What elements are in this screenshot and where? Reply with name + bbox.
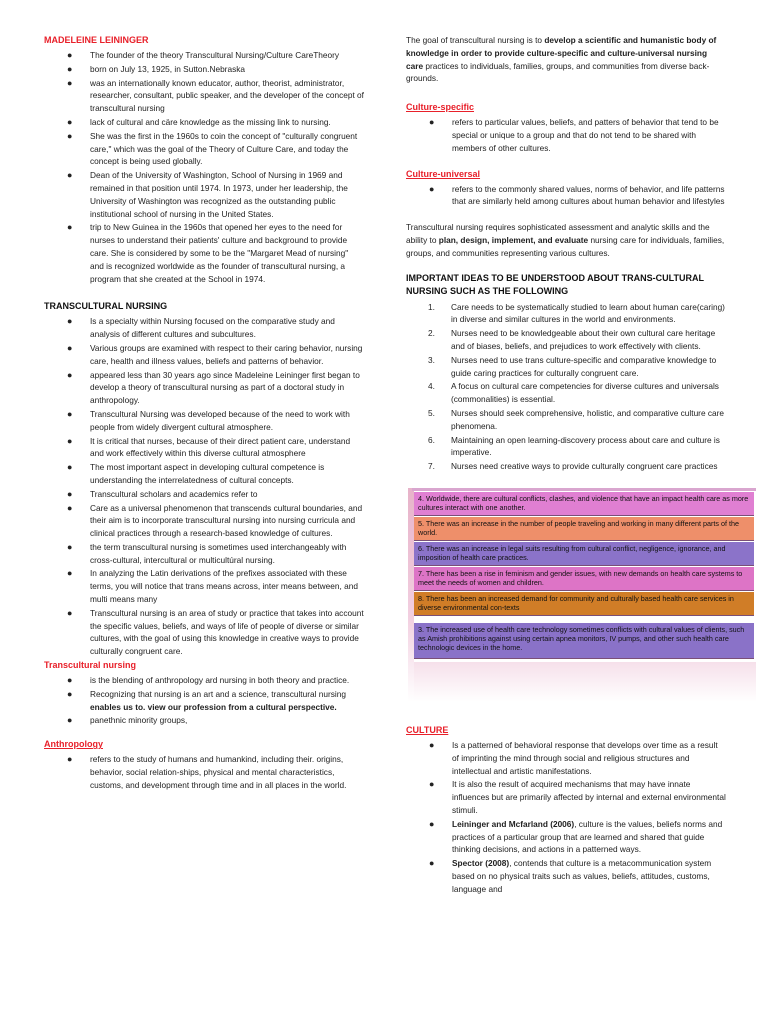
transcultural-nursing-sub-list xyxy=(44,674,364,727)
leininger-heading: MADELEINE LEININGER xyxy=(44,35,149,45)
list-item: ● Transcultural Nursing was developed because of the need to work with people from widely divergent cultural atmosphere. xyxy=(67,408,350,432)
list-item: ● the term transcultural nursing is sometimes used interchangeably with cross-cultural, intercultural or multicultúral nursing. xyxy=(67,541,347,565)
list-item: ● is the blending of anthropology ard nursing in both theory and practice. xyxy=(67,675,350,686)
bullet-icon: ● xyxy=(67,342,73,353)
list-item: ● was an internationally known educator, author, theorist, administrator, researcher, consultant, public speaker, and the developer of the concept of transcultural nursing xyxy=(67,77,364,114)
bullet-icon: ● xyxy=(67,77,73,88)
figure-row: 6. There was an increase in legal suits resulting from cultural conflict, negligence, ignorance, and imposition of health care practices. xyxy=(414,542,754,566)
requirements-paragraph: Transcultural nursing requires sophisticated assessment and analytic skills and the ability to plan, design, implement, and evaluate nursing care for individuals, families, groups, and communities representing various cultures. xyxy=(406,222,725,258)
bullet-icon: ● xyxy=(67,435,73,446)
bullet-icon: ● xyxy=(67,607,73,618)
list-item: ● She was the first in the 1960s to coin the concept of "culturally congruent care," which was the goal of the Theory of Culture Care, and today the concept is being used globally. xyxy=(67,130,358,167)
bullet-icon: ● xyxy=(67,50,73,60)
list-number: 4. xyxy=(428,381,435,392)
list-item: ● The founder of the theory Transcultural Nursing/Culture CareTheory xyxy=(67,50,340,60)
list-item: ● Leininger and Mcfarland (2006), culture is the values, beliefs norms and practices of a particular group that are learned and shared that guide thinking decisions, and actions in a patterned ways. xyxy=(429,818,723,855)
bullet-icon: ● xyxy=(67,316,73,327)
list-item: 2. Nurses need to be knowledgeable about their own cultural care heritage and of biases, beliefs, and prejudices to work effectively with clients. xyxy=(428,328,716,351)
bullet-icon: ● xyxy=(67,462,73,473)
bullet-icon: ● xyxy=(67,502,73,513)
bullet-icon: ● xyxy=(429,779,435,790)
list-item: 4. A focus on cultural care competencies for diverse cultures and universals (commonalities) is essential. xyxy=(428,381,719,405)
figure-row: 5. There was an increase in the number of people traveling and working in many different parts of the world. xyxy=(414,517,754,541)
bullet-icon: ● xyxy=(67,675,73,686)
important-ideas-list xyxy=(406,301,726,473)
list-number: 7. xyxy=(428,461,435,472)
bullet-icon: ● xyxy=(67,541,73,552)
culture-specific-heading: Culture-specific xyxy=(406,102,475,113)
list-item: ● Is a patterned of behavioral response that develops over time as a result of imprinting the mind through social and religious structures and intellectual and artistic manifestations. xyxy=(429,739,718,776)
bullet-icon: ● xyxy=(67,222,73,233)
bullet-icon: ● xyxy=(429,818,435,829)
list-number: 1. xyxy=(428,301,435,312)
list-item: ● born on July 13, 1925, in Sutton.Nebraska xyxy=(67,63,245,74)
goal-paragraph: The goal of transcultural nursing is to develop a scientific and humanistic body of knowledge in order to provide culture-specific and culture-universal nursing care practices to individuals, families, groups, and communities from diverse back-grounds. xyxy=(406,35,717,84)
bullet-icon: ● xyxy=(67,63,73,74)
right-column xyxy=(406,34,749,896)
anthropology-list xyxy=(44,753,364,791)
bullet-icon: ● xyxy=(67,116,73,127)
figure-row: 3. The increased use of health care technology sometimes conflicts with cultural values of clients, such as Amish prohibitions against using certain apnea monitors, IV pumps, and other such health care technologic devices in the home. xyxy=(414,623,754,659)
culture-heading: CULTURE xyxy=(406,724,449,735)
transcultural-nursing-heading: TRANSCULTURAL NURSING xyxy=(44,301,168,312)
important-ideas-heading: IMPORTANT IDEAS TO BE UNDERSTOOD ABOUT TRANS-CULTURAL NURSING SUCH AS THE FOLLOWING xyxy=(406,272,704,296)
bullet-icon: ● xyxy=(67,408,73,419)
list-number: 5. xyxy=(428,407,435,418)
culture-specific-list xyxy=(406,116,726,154)
list-item: ● Spector (2008), contends that culture is a metacommunication system based on no physical traits such as values, beliefs, attitudes, customs, language and xyxy=(429,858,712,894)
bullet-icon: ● xyxy=(67,568,73,579)
list-number: 6. xyxy=(428,434,435,445)
figure-row: 7. There has been a rise in feminism and gender issues, with new demands on health care systems to meet the needs of women and children. xyxy=(414,567,754,591)
bullet-icon: ● xyxy=(67,715,73,726)
list-item: 7. Nurses need creative ways to provide culturally congruent care practices xyxy=(428,461,718,472)
list-item: ● In analyzing the Latin derivations of the prefixes associated with these terms, you will notice that trans means across, inter means between, and multi means many xyxy=(67,568,358,605)
culture-list xyxy=(406,739,726,896)
list-item: ● appeared less than 30 years ago since Madeleine Leininger first began to develop a theory of transcultural nursing as part of a doctoral study in anthropology. xyxy=(67,369,360,406)
bullet-icon: ● xyxy=(67,688,73,699)
list-item: 3. Nurses need to use trans culture-specific and comparative knowledge to guide caring practices for culturally congruent care. xyxy=(428,354,717,378)
culture-universal-list xyxy=(406,183,726,209)
list-item: ● Is a specialty within Nursing focused on the comparative study and analysis of different cultures and subcultures. xyxy=(67,316,335,340)
bullet-icon: ● xyxy=(429,739,435,750)
bullet-icon: ● xyxy=(429,117,435,128)
anthropology-heading: Anthropology xyxy=(44,739,103,750)
bullet-icon: ● xyxy=(67,754,73,765)
list-item: ● Recognizing that nursing is an art and a science, transcultural nursing enables us to. view our profession from a cultural perspective. xyxy=(67,688,346,712)
list-item: ● refers to the commonly shared values, norms of behavior, and life patterns that are similarly held among cultures about human behavior and lifestyles xyxy=(429,183,725,207)
list-item: ● It is also the result of acquired mechanisms that may have innate influences but are primarily affected by internal and external environmental stimuli. xyxy=(429,779,726,815)
list-item: ● Transcultural scholars and academics refer to xyxy=(67,488,258,499)
list-item: ● trip to New Guinea in the 1960s that opened her eyes to the need for nurses to understand their patients' culture and background to provide care. She is considered by some to be the "Margaret Mead of nursing" and is recognized worldwide as the founder of transcultural nursing, a program that she created at the School in 1974. xyxy=(67,222,349,284)
bullet-icon: ● xyxy=(429,858,435,869)
list-item: ● Dean of the University of Washington, School of Nursing in 1969 and remained in that position until 1974. In 1973, under her leadership, the University of Washington was recognized as the outstanding public institutional school of nursing in the United States. xyxy=(67,170,348,219)
list-item: 6. Maintaining an open learning-discovery process about care and culture is imperative. xyxy=(428,434,720,458)
list-item: ● Transcultural nursing is an area of study or practice that takes into account the specific values, beliefs, and ways of life of people of diverse or similar cultures, with the goal of using this knowledge in creative ways to provide culturally congruent care. xyxy=(67,607,364,657)
figure-row: 8. There has been an increased demand for community and culturally based health care services in diverse environmental con-texts xyxy=(414,592,754,616)
transcultural-nursing-list xyxy=(44,315,364,658)
figure-row: 4. Worldwide, there are cultural conflicts, clashes, and violence that have an impact health care as more cultures interact with one another. xyxy=(414,492,754,516)
list-number: 2. xyxy=(428,328,435,339)
list-item: ● refers to particular values, beliefs, and patters of behavior that tend to be special or unique to a group and that do not tend to be shared with members of other cultures. xyxy=(429,117,719,153)
bullet-icon: ● xyxy=(67,488,73,499)
list-item: 5. Nurses should seek comprehensive, holistic, and comparative culture care phenomena. xyxy=(428,407,725,431)
bullet-icon: ● xyxy=(67,369,73,380)
culture-universal-heading: Culture-universal xyxy=(406,168,481,179)
list-item: ● panethnic minority groups, xyxy=(67,715,188,726)
reasons-figure xyxy=(408,488,756,702)
list-item: ● Various groups are examined with respect to their caring behavior, nursing care, health and illness values, beliefs and patterns of behavior. xyxy=(67,342,363,366)
bullet-icon: ● xyxy=(429,183,435,194)
transcultural-nursing-subheading: Transcultural nursing xyxy=(44,660,137,671)
left-column xyxy=(44,34,364,793)
leininger-list xyxy=(44,49,364,285)
list-item: ● It is critical that nurses, because of their direct patient care, understand and work effectively within this diverse cultural atmosphere xyxy=(67,435,351,459)
list-item: ● refers to the study of humans and humankind, including their. origins, behavior, social relation-ships, physical and mental characteristics, customs, and development through time and in all places in the world. xyxy=(67,754,347,790)
bullet-icon: ● xyxy=(67,130,73,141)
list-number: 3. xyxy=(428,354,435,365)
bullet-icon: ● xyxy=(67,170,73,181)
list-item: ● The most important aspect in developing cultural competence is understanding the interrelatedness of cultural concepts. xyxy=(67,462,325,485)
list-item: 1. Care needs to be systematically studied to learn about human care(caring) in diverse and similar cultures in the world and environments. xyxy=(428,301,725,325)
list-item: ● lack of cultural and cäre knowledge as the missing link to nursing. xyxy=(67,116,331,127)
list-item: ● Care as a universal phenomenon that transcends cultural boundaries, and their aim is to incorporate transcultural nursing into nursing curricula and clinical practices through a research-based knowledge of cultures. xyxy=(67,502,363,539)
